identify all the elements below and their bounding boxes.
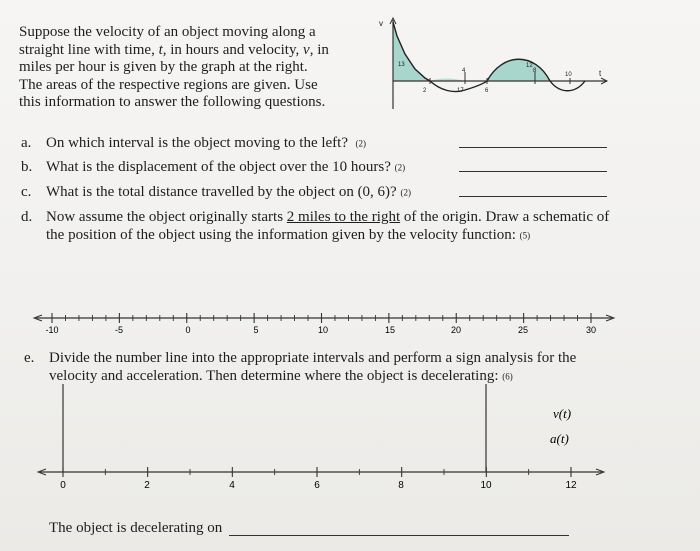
decelerating-answer-line[interactable]: [229, 535, 569, 536]
region-2-area: 17: [457, 88, 464, 94]
question-c: c. What is the total distance travelled by the object on (0, 6)? (2): [21, 184, 411, 200]
nld-label: -5: [114, 325, 124, 335]
nle-label: 10: [480, 480, 492, 491]
region-3-shading: [487, 59, 550, 81]
x-axis-label: t: [599, 69, 602, 78]
sign-chart-labels: [60, 480, 577, 491]
question-a: a. On which interval is the object moving to the left? (2): [21, 135, 367, 151]
number-line-d[interactable]: [30, 300, 620, 340]
intro-line-1: Suppose the velocity of an object moving along a: [19, 24, 316, 40]
nle-label: 0: [60, 480, 66, 491]
y-axis-label: v: [379, 19, 383, 28]
answer-line-c[interactable]: [459, 196, 607, 197]
nld-label: 25: [517, 325, 529, 335]
nld-label: 5: [253, 325, 259, 335]
intro-line-2: straight line with time, t, in hours and velocity, v, in: [19, 41, 329, 58]
region-3-area: 12: [526, 63, 533, 69]
tick-label-6: 6: [485, 88, 489, 94]
answer-line-b[interactable]: [459, 171, 607, 172]
question-b: b. What is the displacement of the object over the 10 hours? (2): [21, 159, 406, 175]
nle-label: 12: [565, 480, 577, 491]
tick-label-4: 4: [462, 68, 466, 74]
nle-label: 8: [398, 480, 404, 491]
nld-label: -10: [45, 325, 59, 335]
at-row-label: a(t): [550, 431, 569, 446]
vt-row-label: v(t): [553, 406, 572, 421]
intro-line-5: this information to answer the following questions.: [19, 94, 326, 111]
nld-label: 20: [450, 325, 462, 335]
intro-line-4: The areas of the respective regions are given. Use: [19, 76, 318, 93]
nle-label: 6: [314, 480, 320, 491]
nle-label: 2: [144, 480, 150, 491]
number-line-d-labels: [45, 325, 596, 335]
nld-label: 10: [317, 325, 329, 335]
intro-line-3: miles per hour is given by the graph at the right.: [19, 59, 308, 76]
region-1-shading: [393, 22, 430, 81]
nld-label: 0: [185, 325, 191, 335]
nld-label: 15: [384, 325, 396, 335]
number-line-d-ticks: [52, 313, 591, 323]
question-d: d. Now assume the object originally starts 2 miles to the right of the origin. Draw a schematic of the position of the object using the information given by the velocity function: (5): [21, 209, 610, 243]
region-1-area: 13: [398, 62, 405, 68]
velocity-graph: [375, 14, 615, 114]
question-e: e. Divide the number line into the appropriate intervals and perform a sign analysis for the velocity and acceleration. Then determine where the object is decelerating: (6): [24, 350, 577, 384]
tick-label-8: 8: [533, 68, 537, 74]
tick-label-2: 2: [423, 88, 427, 94]
nle-label: 4: [229, 480, 235, 491]
sign-analysis-chart[interactable]: [30, 380, 610, 495]
nld-label: 30: [585, 325, 597, 335]
intro-paragraph: [19, 24, 359, 112]
tick-label-10: 10: [565, 72, 572, 78]
answer-line-a[interactable]: [459, 147, 607, 148]
decelerating-prompt: The object is decelerating on: [49, 520, 223, 536]
